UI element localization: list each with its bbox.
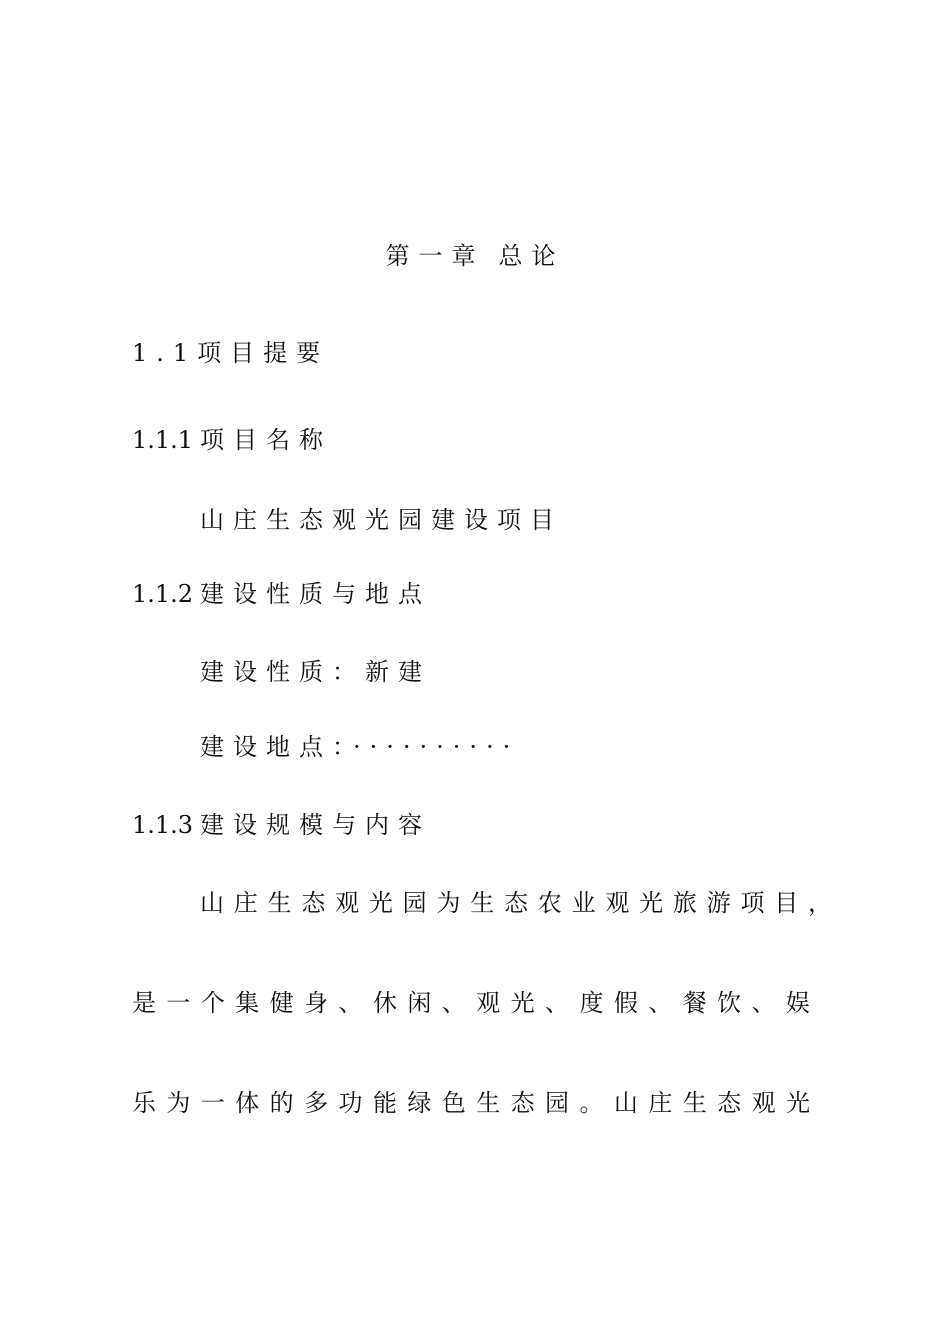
construction-location: 建设地点：·········· (200, 733, 520, 761)
paragraph-line: 是一个集健身、休闲、观光、度假、餐饮、娱 (132, 989, 810, 1017)
paragraph-line: 山庄生态观光园为生态农业观光旅游项目， (200, 889, 832, 917)
section-number: 1.1.2 (132, 580, 194, 608)
section-number: 1.1.1 (132, 426, 194, 454)
paragraph-line: 乐为一体的多功能绿色生态园。山庄生态观光 (132, 1089, 810, 1117)
section-heading-1-1-1 (132, 425, 332, 455)
project-name: 山庄生态观光园建设项目 (200, 506, 563, 534)
chapter-title (0, 241, 950, 271)
section-title: 建设规模与内容 (200, 811, 431, 839)
chapter-label: 第一章 (385, 242, 485, 270)
construction-nature: 建设性质：新建 (200, 658, 431, 686)
section-heading-1-1: 1.1项目提要 (132, 339, 330, 367)
chapter-name: 总论 (498, 242, 565, 270)
section-heading-1-1-2 (132, 579, 431, 609)
section-heading-1-1-3 (132, 810, 431, 840)
section-number: 1.1.3 (132, 811, 194, 839)
section-title: 建设性质与地点 (200, 580, 431, 608)
section-title: 项目名称 (200, 426, 332, 454)
